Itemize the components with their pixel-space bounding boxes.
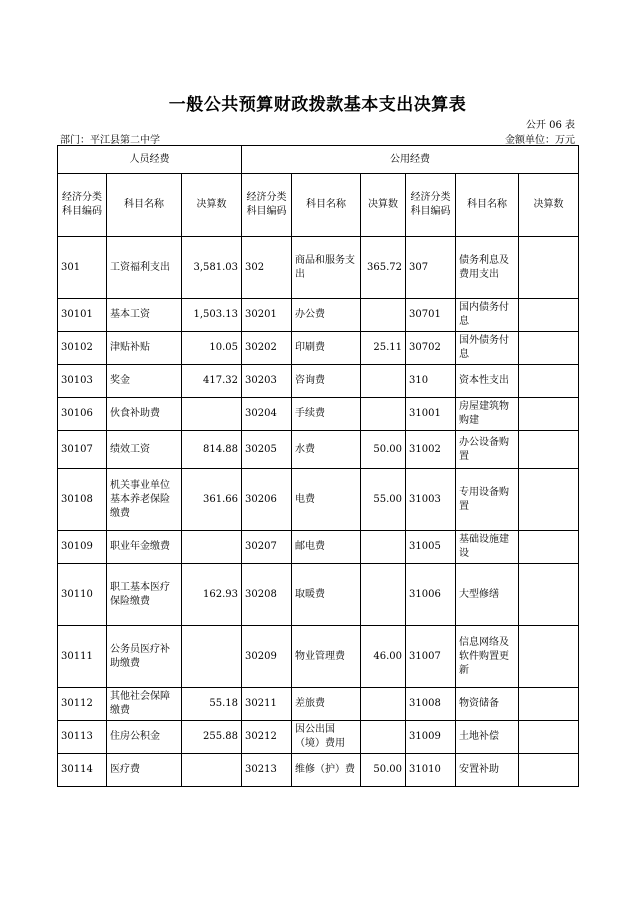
table-row (58, 626, 579, 688)
code-cell: 30702 (406, 332, 456, 365)
amount-cell (519, 237, 579, 299)
amount-cell: 365.72 (361, 237, 406, 299)
page-title: 一般公共预算财政拨款基本支出决算表 (168, 95, 467, 115)
name-cell: 奖金 (107, 365, 182, 398)
name-cell: 手续费 (292, 398, 361, 431)
code-cell: 31010 (406, 754, 456, 787)
name-cell: 安置补助 (456, 754, 519, 787)
name-cell: 债务利息及费用支出 (456, 237, 519, 299)
public-group-header: 公用经费 (242, 146, 579, 174)
col-header-name: 科目名称 (456, 174, 519, 237)
amount-cell: 361.66 (182, 469, 242, 531)
code-cell: 30701 (406, 299, 456, 332)
amount-cell (519, 531, 579, 564)
name-cell: 国内债务付息 (456, 299, 519, 332)
name-cell: 因公出国（境）费用 (292, 721, 361, 754)
name-cell: 职业年金缴费 (107, 531, 182, 564)
amount-cell: 10.05 (182, 332, 242, 365)
name-cell: 基本工资 (107, 299, 182, 332)
amount-cell (361, 299, 406, 332)
amount-cell (519, 332, 579, 365)
name-cell: 土地补偿 (456, 721, 519, 754)
code-cell: 30108 (58, 469, 107, 531)
code-cell: 30212 (242, 721, 292, 754)
personnel-group-header: 人员经费 (58, 146, 242, 174)
department-label: 部门：平江县第二中学 (60, 135, 160, 146)
code-cell: 30205 (242, 431, 292, 469)
amount-cell: 25.11 (361, 332, 406, 365)
code-cell: 30203 (242, 365, 292, 398)
col-header-amount: 决算数 (519, 174, 579, 237)
code-cell: 31008 (406, 688, 456, 721)
amount-cell: 417.32 (182, 365, 242, 398)
name-cell: 大型修缮 (456, 564, 519, 626)
name-cell: 办公费 (292, 299, 361, 332)
name-cell: 资本性支出 (456, 365, 519, 398)
name-cell: 印刷费 (292, 332, 361, 365)
name-cell: 基础设施建设 (456, 531, 519, 564)
code-cell: 302 (242, 237, 292, 299)
amount-cell (519, 754, 579, 787)
code-cell: 30101 (58, 299, 107, 332)
code-cell: 30211 (242, 688, 292, 721)
amount-cell (519, 721, 579, 754)
code-cell: 307 (406, 237, 456, 299)
amount-cell (519, 398, 579, 431)
name-cell: 津贴补贴 (107, 332, 182, 365)
table-row (58, 688, 579, 721)
table-row (58, 332, 579, 365)
code-cell: 31005 (406, 531, 456, 564)
col-header-name: 科目名称 (107, 174, 182, 237)
code-cell: 30110 (58, 564, 107, 626)
amount-cell (361, 688, 406, 721)
code-cell: 31001 (406, 398, 456, 431)
table-body (58, 237, 579, 787)
code-cell: 30207 (242, 531, 292, 564)
amount-cell (182, 531, 242, 564)
code-cell: 30201 (242, 299, 292, 332)
amount-cell (361, 531, 406, 564)
table-row (58, 299, 579, 332)
code-cell: 30213 (242, 754, 292, 787)
code-cell: 30102 (58, 332, 107, 365)
table-row (58, 431, 579, 469)
name-cell: 公务员医疗补助缴费 (107, 626, 182, 688)
code-cell: 30113 (58, 721, 107, 754)
name-cell: 职工基本医疗保险缴费 (107, 564, 182, 626)
code-cell: 30114 (58, 754, 107, 787)
code-cell: 31006 (406, 564, 456, 626)
amount-cell (361, 398, 406, 431)
code-cell: 30208 (242, 564, 292, 626)
table-row (58, 469, 579, 531)
name-cell: 专用设备购置 (456, 469, 519, 531)
code-cell: 30107 (58, 431, 107, 469)
unit-label: 金额单位：万元 (505, 135, 575, 146)
table-row (58, 564, 579, 626)
name-cell: 邮电费 (292, 531, 361, 564)
name-cell: 取暖费 (292, 564, 361, 626)
name-cell: 物资储备 (456, 688, 519, 721)
amount-cell: 814.88 (182, 431, 242, 469)
amount-cell: 55.00 (361, 469, 406, 531)
amount-cell: 1,503.13 (182, 299, 242, 332)
form-number: 公开 06 表 (525, 120, 575, 131)
amount-cell: 50.00 (361, 431, 406, 469)
name-cell: 医疗费 (107, 754, 182, 787)
col-header-code: 经济分类科目编码 (242, 174, 292, 237)
name-cell: 电费 (292, 469, 361, 531)
amount-cell (361, 721, 406, 754)
code-cell: 30112 (58, 688, 107, 721)
name-cell: 商品和服务支出 (292, 237, 361, 299)
amount-cell (182, 754, 242, 787)
table-row (58, 754, 579, 787)
amount-cell (519, 469, 579, 531)
name-cell: 信息网络及软件购置更新 (456, 626, 519, 688)
col-header-amount: 决算数 (182, 174, 242, 237)
name-cell: 伙食补助费 (107, 398, 182, 431)
table-row (58, 531, 579, 564)
code-cell: 301 (58, 237, 107, 299)
col-header-code: 经济分类科目编码 (406, 174, 456, 237)
code-cell: 31007 (406, 626, 456, 688)
code-cell: 30109 (58, 531, 107, 564)
name-cell: 国外债务付息 (456, 332, 519, 365)
name-cell: 工资福利支出 (107, 237, 182, 299)
amount-cell (519, 688, 579, 721)
amount-cell: 55.18 (182, 688, 242, 721)
amount-cell (361, 365, 406, 398)
name-cell: 维修（护）费 (292, 754, 361, 787)
col-header-name: 科目名称 (292, 174, 361, 237)
amount-cell: 162.93 (182, 564, 242, 626)
code-cell: 30206 (242, 469, 292, 531)
col-header-code: 经济分类科目编码 (58, 174, 107, 237)
amount-cell (519, 564, 579, 626)
code-cell: 30209 (242, 626, 292, 688)
code-cell: 31009 (406, 721, 456, 754)
code-cell: 30204 (242, 398, 292, 431)
amount-cell: 255.88 (182, 721, 242, 754)
name-cell: 物业管理费 (292, 626, 361, 688)
name-cell: 绩效工资 (107, 431, 182, 469)
name-cell: 水费 (292, 431, 361, 469)
name-cell: 办公设备购置 (456, 431, 519, 469)
amount-cell: 3,581.03 (182, 237, 242, 299)
col-header-amount: 决算数 (361, 174, 406, 237)
code-cell: 30103 (58, 365, 107, 398)
name-cell: 其他社会保障缴费 (107, 688, 182, 721)
amount-cell: 50.00 (361, 754, 406, 787)
name-cell: 咨询费 (292, 365, 361, 398)
amount-cell (519, 299, 579, 332)
code-cell: 30106 (58, 398, 107, 431)
code-cell: 31003 (406, 469, 456, 531)
amount-cell (182, 398, 242, 431)
expenditure-table (57, 145, 579, 787)
table-row (58, 237, 579, 299)
name-cell: 差旅费 (292, 688, 361, 721)
code-cell: 31002 (406, 431, 456, 469)
amount-cell (182, 626, 242, 688)
amount-cell (519, 365, 579, 398)
name-cell: 住房公积金 (107, 721, 182, 754)
amount-cell (519, 431, 579, 469)
code-cell: 310 (406, 365, 456, 398)
code-cell: 30202 (242, 332, 292, 365)
amount-cell (519, 626, 579, 688)
table-row (58, 398, 579, 431)
amount-cell (361, 564, 406, 626)
name-cell: 机关事业单位基本养老保险缴费 (107, 469, 182, 531)
name-cell: 房屋建筑物购建 (456, 398, 519, 431)
table-row (58, 721, 579, 754)
amount-cell: 46.00 (361, 626, 406, 688)
code-cell: 30111 (58, 626, 107, 688)
table-row (58, 365, 579, 398)
